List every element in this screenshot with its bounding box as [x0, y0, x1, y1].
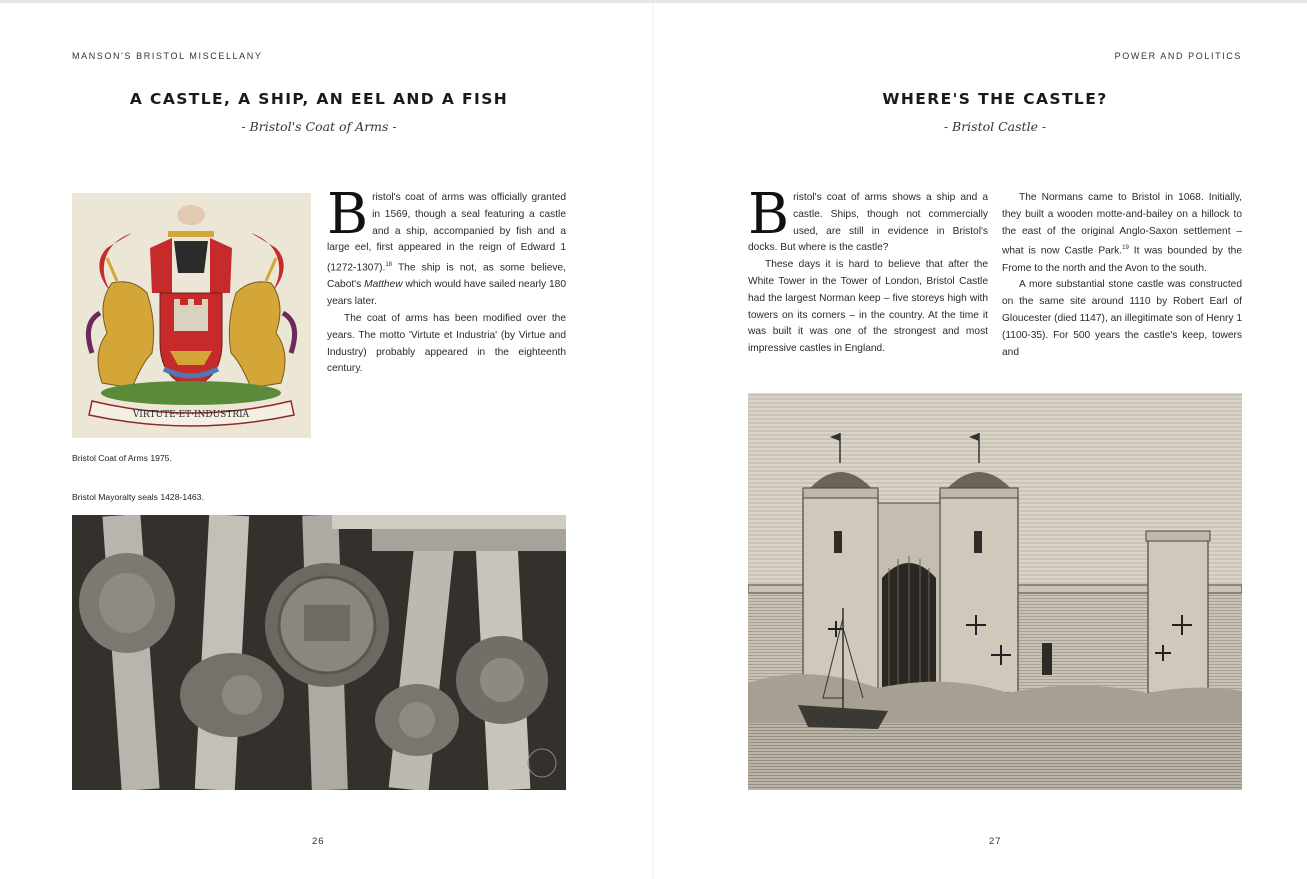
left-dropcap: B	[327, 182, 369, 247]
left-para2: The coat of arms has been modified over the years. The motto 'Virtute et Industria' (by Virtue and Industry) probably appeared in the eighteenth century.	[327, 312, 566, 375]
caption-seals: Bristol Mayoralty seals 1428-1463.	[72, 492, 204, 502]
left-footnote-ref: 18	[385, 262, 393, 269]
left-page-subtitle: - Bristol's Coat of Arms -	[241, 119, 397, 134]
left-para1-italic: Matthew	[364, 279, 403, 291]
motto-ribbon-text: VIRTUTE·ET·INDUSTRIA	[132, 410, 250, 420]
left-para1-tail: The ship is not, as some believe, Cabot's	[327, 262, 566, 291]
right-col2-para2: A more substantial stone castle was constructed on the same site around 1110 by Robert Earl of Gloucester (died 1147), an illegitimate son of Henry 1 (1100-35). For 500 years the castle's keep, towers and	[1002, 279, 1242, 358]
right-page-title: WHERE'S THE CASTLE?	[882, 90, 1108, 108]
caption-coat-of-arms: Bristol Coat of Arms 1975.	[72, 453, 172, 463]
left-para1-end: which would have sailed nearly 180 years later.	[327, 279, 566, 308]
right-page-number: 27	[989, 836, 1002, 847]
left-running-head: MANSON'S BRISTOL MISCELLANY	[72, 51, 263, 61]
left-para1: ristol's coat of arms was officially granted in 1569, though a seal featuring a castle and a ship, accompanied by fish and a large eel, first appeared in the reign of Edward 1 (1272-1307).	[327, 192, 566, 274]
right-col2-para1: The Normans came to Bristol in 1068. Initially, they built a wooden motte-and-bailey on a hillock to the east of the original Anglo-Saxon settlement – what is now Castle Park.	[1002, 192, 1242, 257]
right-page-subtitle: - Bristol Castle -	[943, 119, 1047, 134]
right-col2-para1-tail: It was bounded by the Frome to the north and the Avon to the south.	[1002, 245, 1243, 274]
left-page-title: A CASTLE, A SHIP, AN EEL AND A FISH	[129, 90, 509, 108]
right-col1-para1: ristol's coat of arms shows a ship and a castle. Ships, though not commercially used, are still in evidence in Bristol's docks. But where is the castle?	[748, 192, 988, 254]
right-column-2	[1002, 190, 1242, 361]
book-gutter	[652, 3, 654, 879]
coat-of-arms-image	[72, 193, 311, 438]
left-page-number: 26	[312, 836, 325, 847]
right-footnote-ref: 19	[1122, 245, 1129, 252]
right-running-head: POWER AND POLITICS	[1114, 51, 1242, 61]
right-col1-para2: These days it is hard to believe that after the White Tower in the Tower of London, Bristol Castle had the largest Norman keep – five storeys high with towers on its corners – in the country. At the time it was built it was one of the strongest and most impressive castles in England.	[748, 259, 988, 355]
right-dropcap: B	[748, 182, 790, 247]
left-body-text	[327, 182, 566, 378]
right-column-1	[748, 182, 988, 358]
bristol-castle-engraving	[748, 393, 1242, 790]
mayoralty-seals-photo	[72, 515, 566, 790]
